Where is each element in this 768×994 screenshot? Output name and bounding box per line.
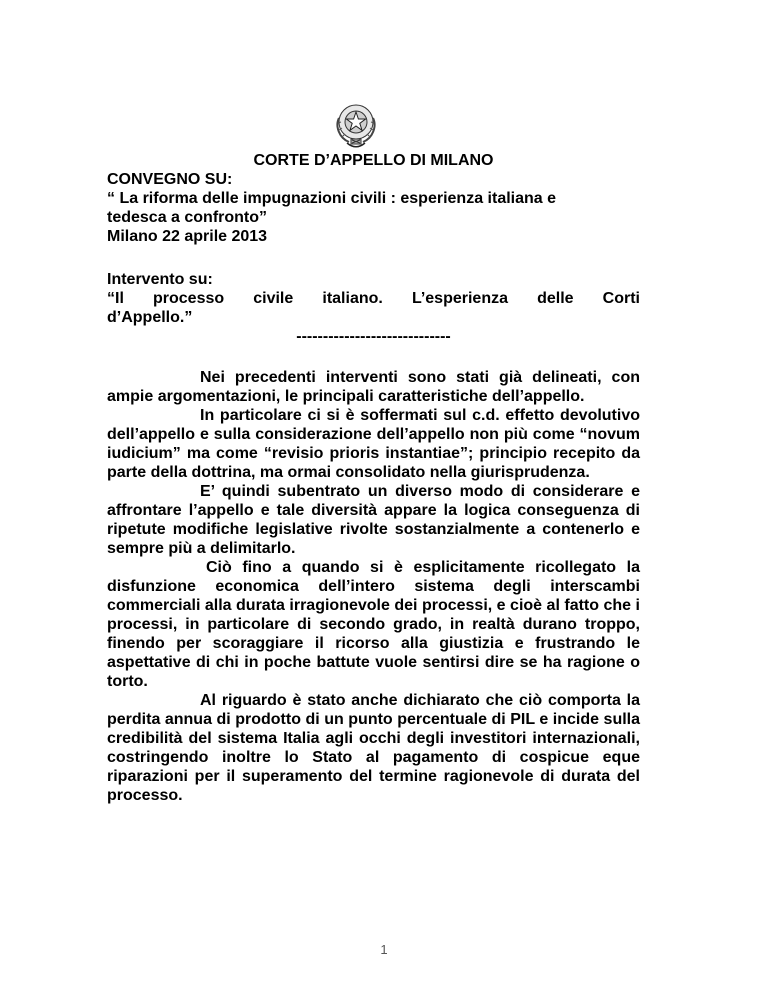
paragraph-2: In particolare ci si è soffermati sul c.d. effetto devolutivo dell’appello e sulla considerazione dell’appello non più come “novum iudicium” ma come “revisio prioris instantiae”; principio recepito da parte della dottrina, ma ormai consolidato nella giurisprudenza.: [107, 407, 640, 481]
court-heading: CORTE D’APPELLO DI MILANO: [253, 152, 494, 169]
paragraph-1: Nei precedenti interventi sono stati già delineati, con ampie argomentazioni, le principali caratteristiche dell’appello.: [107, 369, 640, 405]
page-number: 1: [380, 942, 388, 957]
convegno-title-line-1: “ La riforma delle impugnazioni civili : esperienza italiana e: [107, 190, 557, 207]
intervento-topic: [107, 289, 640, 327]
separator: -----------------------------: [296, 328, 451, 345]
convegno-title-line-2: tedesca a confronto”: [107, 209, 268, 226]
paragraph-3: E’ quindi subentrato un diverso modo di considerare e affrontare l’appello e tale diversità appare la logica conseguenza di ripetute modifiche legislative rivolte sostanzialmente a contenerlo e sempre più a delimitarlo.: [107, 483, 640, 557]
paragraph-5: Al riguardo è stato anche dichiarato che ciò comporta la perdita annua di prodotto di un punto percentuale di PIL e incide sulla credibilità del sistema Italia agli occhi degli investitori internazionali, costringendo inoltre lo Stato al pagamento di cospicue eque riparazioni per il superamento del termine ragionevole di durata del processo.: [107, 692, 640, 804]
convegno-label: CONVEGNO SU:: [107, 171, 233, 188]
paragraph-4: Ciò fino a quando si è esplicitamente ricollegato la disfunzione economica dell’intero sistema degli interscambi commerciali alla durata irragionevole dei processi, e cioè al fatto che i processi, in particolare di secondo grado, in realtà durano troppo, finendo per scoraggiare il ricorso alla giustizia e frustrando le aspettative di chi in poche battute vuole sentirsi dire se ha ragione o torto.: [107, 559, 640, 690]
intervento-topic-line-2: d’Appello.”: [107, 309, 193, 326]
intervento-topic-line-1: “Il processo civile italiano. L’esperienza delle Corti: [107, 290, 640, 307]
intervento-label: Intervento su:: [107, 271, 213, 288]
body-text: [107, 368, 640, 805]
italian-republic-emblem-icon: [331, 98, 381, 150]
convegno-date: Milano 22 aprile 2013: [107, 228, 268, 245]
